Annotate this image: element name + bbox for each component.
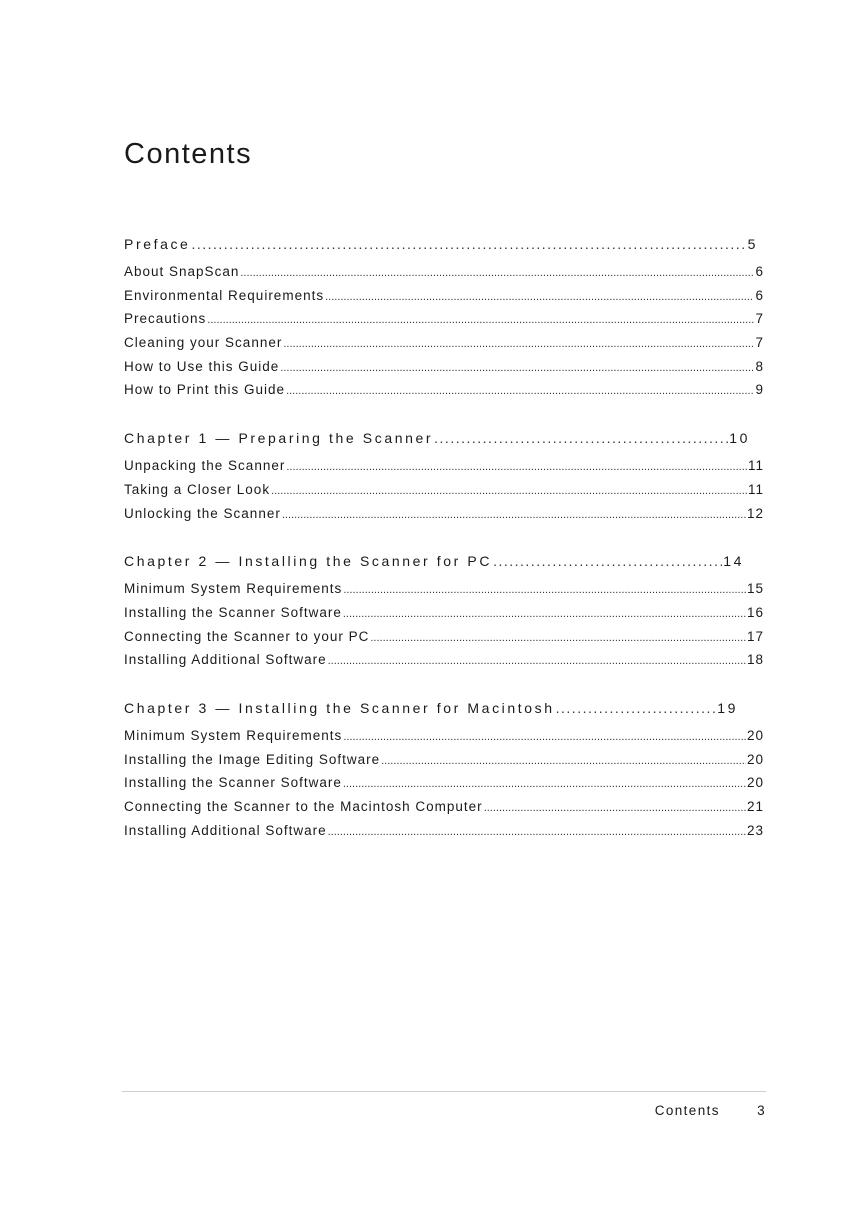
dot-leader <box>556 694 717 722</box>
toc-entry[interactable] <box>124 577 764 601</box>
toc-entry-label: Installing Additional Software <box>124 652 327 668</box>
toc-entry-label: About SnapScan <box>124 264 240 279</box>
toc-page-number: 9 <box>755 382 764 398</box>
dot-leader <box>280 357 754 379</box>
toc-entry[interactable] <box>124 355 764 379</box>
toc-entry-label: Installing Additional Software <box>124 822 327 838</box>
toc-entry-label: Unlocking the Scanner <box>124 505 281 521</box>
toc-entry-label: Taking a Closer Look <box>124 481 271 497</box>
toc-entry-label: Environmental Requirements <box>124 287 325 303</box>
toc-section-chapter-2 <box>124 547 764 672</box>
toc-page-number: 6 <box>755 287 764 303</box>
toc-heading-chapter-2[interactable] <box>124 547 744 575</box>
dot-leader <box>240 262 754 284</box>
page-footer <box>655 1103 766 1118</box>
toc-page-number: 7 <box>755 335 764 351</box>
toc-page-number: 5 <box>747 236 758 252</box>
toc-section-chapter-3 <box>124 694 764 842</box>
footer-section-label: Contents <box>654 1103 720 1118</box>
dot-leader <box>207 309 754 331</box>
dot-leader <box>381 750 746 772</box>
dot-leader <box>493 547 722 575</box>
toc-heading-label: Preface <box>124 236 191 252</box>
footer-divider <box>122 1091 766 1092</box>
toc-entry[interactable] <box>124 795 764 819</box>
dot-leader <box>343 579 746 601</box>
toc-entry[interactable] <box>124 748 764 772</box>
dot-leader <box>282 504 746 526</box>
toc-entry[interactable] <box>124 331 764 355</box>
dot-leader <box>325 286 754 308</box>
toc-entry-label: Installing the Scanner Software <box>124 775 342 791</box>
toc-page-number: 6 <box>755 264 764 279</box>
table-of-contents <box>124 230 764 864</box>
toc-page-number: 7 <box>755 311 764 327</box>
dot-leader <box>191 230 746 258</box>
toc-entry[interactable] <box>124 771 764 795</box>
toc-entry[interactable] <box>124 260 764 284</box>
toc-entry-label: Precautions <box>124 311 207 327</box>
toc-heading-chapter-1[interactable] <box>124 424 750 452</box>
toc-heading-chapter-3[interactable] <box>124 694 738 722</box>
dot-leader <box>343 773 746 795</box>
toc-page-number: 17 <box>746 628 764 644</box>
toc-entry-label: Minimum System Requirements <box>124 581 343 597</box>
toc-entry[interactable] <box>124 307 764 331</box>
toc-entry[interactable] <box>124 648 764 672</box>
toc-entry-label: Connecting the Scanner to the Macintosh Computer <box>124 799 483 814</box>
toc-heading-preface[interactable] <box>124 230 758 258</box>
toc-heading-label: Chapter 2 — Installing the Scanner for PC <box>124 553 493 570</box>
toc-entry[interactable] <box>124 454 764 478</box>
dot-leader <box>434 424 728 452</box>
toc-entry-label: Installing the Scanner Software <box>124 604 342 620</box>
toc-page-number: 20 <box>746 727 764 743</box>
toc-entry-label: How to Print this Guide <box>124 382 286 398</box>
toc-entry[interactable] <box>124 378 764 402</box>
toc-heading-label: Chapter 3 — Installing the Scanner for Macintosh <box>124 699 555 716</box>
toc-section-chapter-1 <box>124 424 764 525</box>
toc-page-number: 16 <box>746 604 764 620</box>
toc-page-number: 20 <box>746 751 764 767</box>
toc-page-number: 14 <box>723 553 744 570</box>
toc-page-number: 18 <box>746 652 764 668</box>
toc-page-number: 21 <box>746 799 764 814</box>
toc-entry-label: Connecting the Scanner to your PC <box>124 628 370 644</box>
toc-entry[interactable] <box>124 625 764 649</box>
toc-entry-label: Minimum System Requirements <box>124 727 343 743</box>
toc-entry[interactable] <box>124 284 764 308</box>
dot-leader <box>343 603 746 625</box>
toc-page-number: 15 <box>746 581 764 597</box>
toc-page-number: 20 <box>746 775 764 791</box>
dot-leader <box>271 480 747 502</box>
toc-entry-label: How to Use this Guide <box>124 358 280 374</box>
toc-entry[interactable] <box>124 724 764 748</box>
toc-page-number: 10 <box>729 430 750 447</box>
toc-entry-label: Cleaning your Scanner <box>124 335 283 351</box>
dot-leader <box>370 627 746 649</box>
dot-leader <box>328 650 746 672</box>
footer-page-number: 3 <box>757 1103 766 1118</box>
dot-leader <box>343 726 746 748</box>
page-title: Contents <box>124 138 253 170</box>
toc-section-preface <box>124 230 764 402</box>
dot-leader <box>484 797 746 819</box>
toc-entry[interactable] <box>124 502 764 526</box>
toc-page-number: 11 <box>747 458 764 474</box>
toc-page-number: 23 <box>746 822 764 838</box>
toc-page-number: 11 <box>747 481 764 497</box>
toc-entry[interactable] <box>124 819 764 843</box>
toc-entry[interactable] <box>124 478 764 502</box>
dot-leader <box>283 333 754 355</box>
dot-leader <box>286 456 747 478</box>
toc-page-number: 19 <box>717 699 738 716</box>
toc-heading-label: Chapter 1 — Preparing the Scanner <box>124 430 434 447</box>
toc-entry-label: Unpacking the Scanner <box>124 458 286 474</box>
toc-entry[interactable] <box>124 601 764 625</box>
dot-leader <box>328 821 746 843</box>
dot-leader <box>286 380 754 402</box>
toc-page-number: 8 <box>755 358 764 374</box>
toc-page-number: 12 <box>746 505 764 521</box>
toc-entry-label: Installing the Image Editing Software <box>124 751 381 767</box>
